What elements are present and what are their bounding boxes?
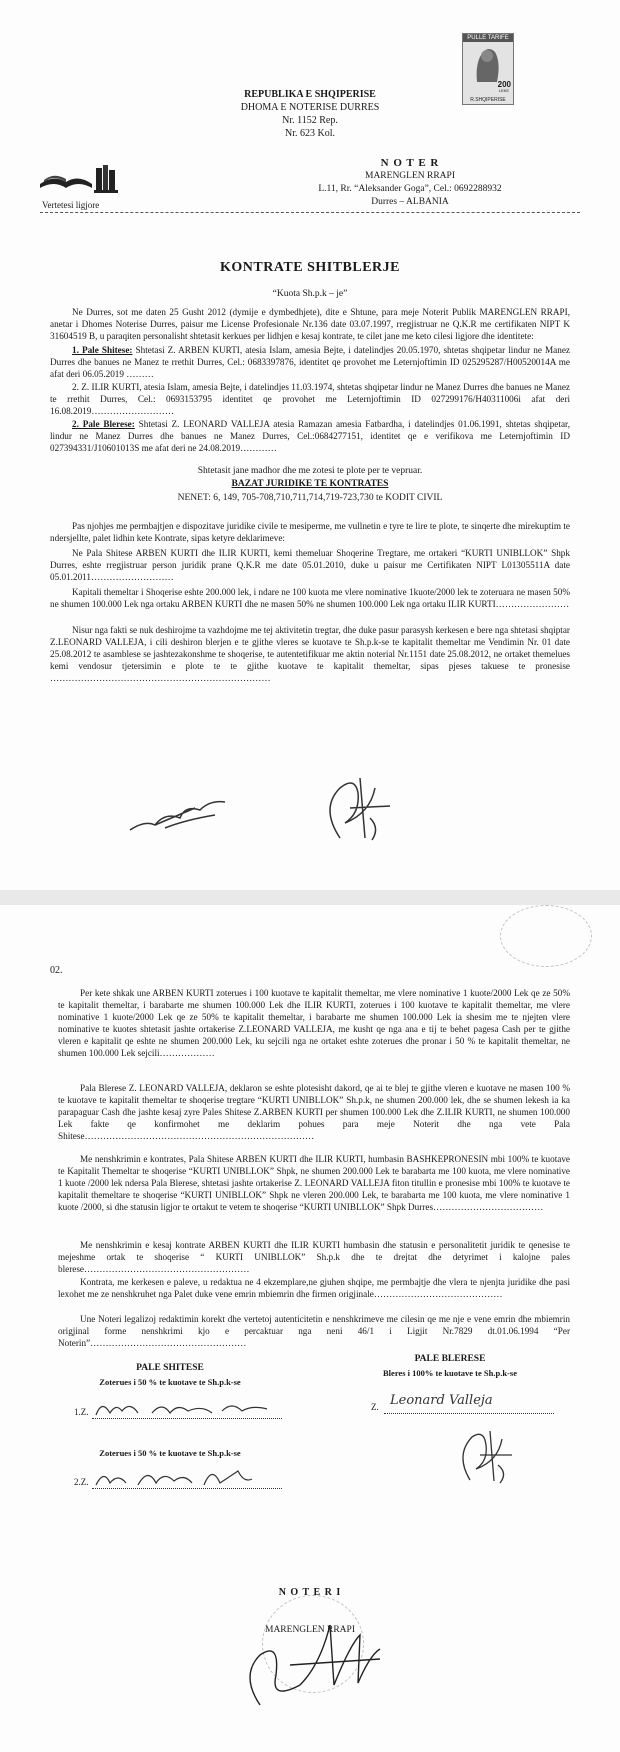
buyer-handwritten-name: Leonard Valleja [390,1393,493,1408]
document-subtitle: “Kuota Sh.p.k – je” [272,289,348,299]
legal-basis-text: NENET: 6, 149, 705-708,710,711,714,719-723,730 te KODIT CIVIL [177,493,443,503]
notary-name: MARENGLEN RRAPI [365,171,455,181]
notary-signature-name: MARENGLEN RRAPI [265,1625,355,1635]
notary-title: N O T E R [380,157,440,169]
seller1-paragraph [50,344,570,380]
tariff-stamp [462,33,514,105]
seller2-paragraph: 2. Z. ILIR KURTI, atesia Islam, amesia Bejte, i datelindjes 11.03.1974, shtetas shqipetar lindur ne Manez Durres dhe banues ne Manez te rrethit Durres, Cel.: 0693153795 identitet qe provohet me Leternjoftimin ID 027299176/H40311006i afat deri 16.08.2019……………………… [50,382,570,417]
logo-caption: Vertetesi ligjore [42,200,100,210]
buyer-label: 2. Pale Blerese: [72,419,135,429]
header-republic: REPUBLIKA E SHQIPERISE [244,89,376,100]
page-gap [0,890,620,905]
seller1-signature [92,1395,272,1421]
page-2 [0,905,620,1752]
p2-copies: Kontrata, me kerkesen e paleve, u redaktua ne 4 ekzemplare,ne gjuhen shqipe, me permbajtje dhe vlera te njenjta juridike dhe pasi lexohet me ze nenshkruhet nga Palet duke vene emrin mbiemrin dhe firmen origjinale…………………………………… [58,1277,570,1300]
seller-initials-signature [125,790,245,840]
buyer-sig-line [384,1413,554,1414]
page-number: 02. [50,965,63,976]
header-kol-number: Nr. 623 Kol. [285,128,335,139]
para-transfer-reason: Nisur nga fakti se nuk deshirojme ta vazhdojme me tej aktivitetin tregtar, dhe duke pasur parasysh kerkesen e bere nga shtetasi shqiptar Z.LEONARD VALLEJA, i cili deshiron blerjen e te gjithe vleres se kuotave te Sh.p.k-se te kapitalit themeltar me Vendimin Nr. 01 date 25.08.2012 te asamblese se jashtezakonshme te shoqerise, te autentetifikuar me aktin noterial Nr.1151 date 25.08.2012, ne ortaket themelues kemi vendosur tjetersimin e plote te te gjithe kuotave te kapitalit themeltar, sipas pjeses takuese te pronesise ……………………………………………………………… [50,625,570,684]
legal-basis-title: BAZAT JURIDIKE TE KONTRATES [231,479,389,489]
seller-label: 1. Pale Shitese: [72,345,133,355]
seller2-signature [92,1463,272,1491]
buyer-initials-signature [310,768,400,848]
notary-signature [230,1605,400,1715]
buyer-heading: PALE BLERESE [414,1354,486,1364]
notary-seal [500,905,592,967]
notary-heading: N O T E R I [278,1587,342,1598]
notary-address: L.11, Rr. “Aleksander Goga”, Cel.: 0692288932 [318,184,502,194]
seller2-sig-label: 2.Z. [74,1477,89,1487]
buyer-text: Shtetasi Z. LEONARD VALLEJA atesia Ramazan amesia Fatbardha, i datelindjes 01.06.1991, shtetas shqipetar, lindur ne Manez Durres dhe banues ne Manez Durres, Cel.:0684277151, identitet qe e verifikova me Leternjoftimin ID 027394331/J10601013S me afat deri ne 24.08.2019………… [50,419,571,454]
header-divider [40,212,580,213]
para-company: Ne Pala Shitese ARBEN KURTI dhe ILIR KURTI, kemi themeluar Shoqerine Tregtare, me ortakeri “KURTI UNIBLLOK” Shpk Durres, eshte rregjistruar person juridik prane Q.K.R me date 05.01.2010, duke u paisur me Certifikaten NIPT L01305511A date 05.01.2011……………………… [50,548,570,583]
buyer-role: Bleres i 100% te kuotave te Sh.p.k-se [383,1368,517,1378]
buyer-signature [450,1425,520,1485]
p2-status-loss: Me nenshkrimin e kesaj kontrate ARBEN KURTI dhe ILIR KURTI humbasin dhe statusin e personalitetit juridik te qenesise te mejeshme ortak te shoqerise “ KURTI UNIBLLOK” Sh.p.k dhe te drejtat dhe detyrimet i kalojne pales blerese……………………………………………… [58,1240,570,1275]
books-logo-icon [36,160,122,198]
seller1-sig-label: 1.Z. [74,1407,89,1417]
stamp-value: 200 [497,80,511,89]
buyer-paragraph [50,418,570,454]
buyer-sig-label: Z. [371,1402,379,1412]
header-rep-number: Nr. 1152 Rep. [282,115,338,126]
header-chamber: DHOMA E NOTERISE DURRES [240,102,380,113]
stamp-currency: LEKE [498,88,509,93]
seller1-role: Zoterues i 50 % te kuotave te Sh.p.k-se [99,1377,241,1387]
seller-heading: PALE SHITESE [136,1363,204,1373]
para-intro-declarations: Pas njohjes me permbajtjen e dispozitave juridike civile te mesiperme, me vullnetin e tyre te lire te plote, te sinqerte dhe mirekuptim te ndersjellte, palet lidhin kete Kontrate, sipas ketyre deklarimeve: [50,521,570,544]
para-capital: Kapitali themeltar i Shoqerise eshte 200.000 lek, i ndare ne 100 kuota me vlere nominative 1kuote/2000 lek te zoteruara ne masen 50% ne shumen 100.000 Lek nga ortaku ARBEN KURTI dhe ne masen 50% ne shumen 100.000 Lek nga ortaku ILIR KURTI…………………… [50,587,570,610]
capacity-statement: Shtetasit jane madhor dhe me zotesi te plote per te vepruar. [197,466,423,476]
seller2-role: Zoterues i 50 % te kuotave te Sh.p.k-se [99,1448,241,1458]
p2-buyer-agreement: Pala Blerese Z. LEONARD VALLEJA, deklaron se eshte plotesisht dakord, qe ai te blej te gjithe vleren e kuotave ne masen 100 % te kuotave te kapitalit themeltar te shoqerise tregtare “KURTI UNIBLLOK” Sh.p.k, ne shumen 200.000 lek, dhe se shumen lekesh ia ka parapaguar Cash dhe jashte kesaj zyre Pales Shitese Z.ARBEN KURTI per shumen 100.000 Lek dhe Z.ILIR KURTI, ne shumen 100.000 Lek fakte qe konfirmohet me deklarim pohues para meje Noterit dhe nga vete Pala Shitese………………………………………………………………… [58,1083,570,1142]
p2-sale-terms: Per kete shkak une ARBEN KURTI zoterues i 100 kuotave te kapitalit themeltar, me vlere nominative 1 kuote/2000 Lek qe ze 50% te kapitalit themeltar, i barabarte me shumen 100.000 Lek dhe ILIR KURTI, zoterues i 100 kuotave te kapitalit themeltar, me vlere nominative 1 kuote/2000 Lek qe ze 50% te kapitalit themeltar, i barabarte me shumen 100.000 Lek ia shesim me te njejten vlere nominative te kuotes shtetasit jashte ortakerise Z.LEONARD VALLEJA, me kusht qe nga ana e tij te behet pagesa Cash per te gjithe vleren e kapitalit qe eshte ne shumen 200.000 Lek, ku sejcili nga ne ortaket eshte zoterues dhe pronar i 50 % te kapitalit themeltar, ne shumen 100.000 Lek sejcili……………… [58,988,570,1059]
stamp-tariff-label: PULLE TARIFE [463,34,513,42]
p2-notary-legalization: Une Noteri legalizoj redaktimin korekt dhe vertetoj autenticitetin e nenshkrimeve me cilesin qe me nje e vene emrin dhe mbiemrin origjinal forme nenshkrimi kjo e percaktuar nga neni 46/1 i Ligjit Nr.7829 dt.01.06.1994 “Per Noterin”…………………………………………… [58,1314,570,1349]
p2-ownership-transfer: Me nenshkrimin e kontrates, Pala Shitese ARBEN KURTI dhe ILIR KURTI, humbasin BASHKEPRONESIN mbi 100% te kuotave te Kapitalit Themeltar te shoqerise “KURTI UNIBLLOK” Shpk, ne shumen 200.000 Lek te barabarta me 100 kuota, me vlere nominative 1 kuote /2000 lek ndersa Pala Blerese, shtetasi jashte ortakerise Z. LEONARD VALLEJA fiton titullin e pronesise mbi 100% te kuotave te kapitalit themeltare te shoqerise “KURTI UNIBLLOK” Shpk ne vleren 200.000 Lek, te barabarta me 100 kuota, me vlere nominative 1 kuote /2000, si dhe statusin ligjor te ortakut te vetem te shoqerise “KURTI UNIBLLOK” Shpk Durres……………………………… [58,1154,570,1213]
notary-city: Durres – ALBANIA [371,197,449,207]
intro-paragraph: Ne Durres, sot me daten 25 Gusht 2012 (dymije e dymbedhjete), dite e Shtune, para meje Noterit Publik MARENGLEN RRAPI, anetar i Dhomes Noterise Durres, paisur me License Profesionale Nr.136 date 03.07.1997, rregjistruar ne Q.K.R me certifikaten NIPT K 31604519 B, u paraqiten personalisht shtetasit kerkues per lidhjen e kesaj kontrate, te cilet jane me keto cilesi ligjore dhe identitete: [50,307,570,342]
document-title: KONTRATE SHITBLERJE [219,260,400,275]
stamp-country: R.SHQIPERISE [470,97,506,103]
seller1-text: Shtetasi Z. ARBEN KURTI, atesia Islam, amesia Bejte, i datelindjes 20.05.1970, shtetas shqipetar lindur ne Manez Durres dhe banues ne Manez te rrethit Durres, Cel.: 0683397876, identitet qe provohet me Leternjoftimin ID 025295287/H00520014A me afat deri 06.05.2019 ……… [50,345,570,380]
